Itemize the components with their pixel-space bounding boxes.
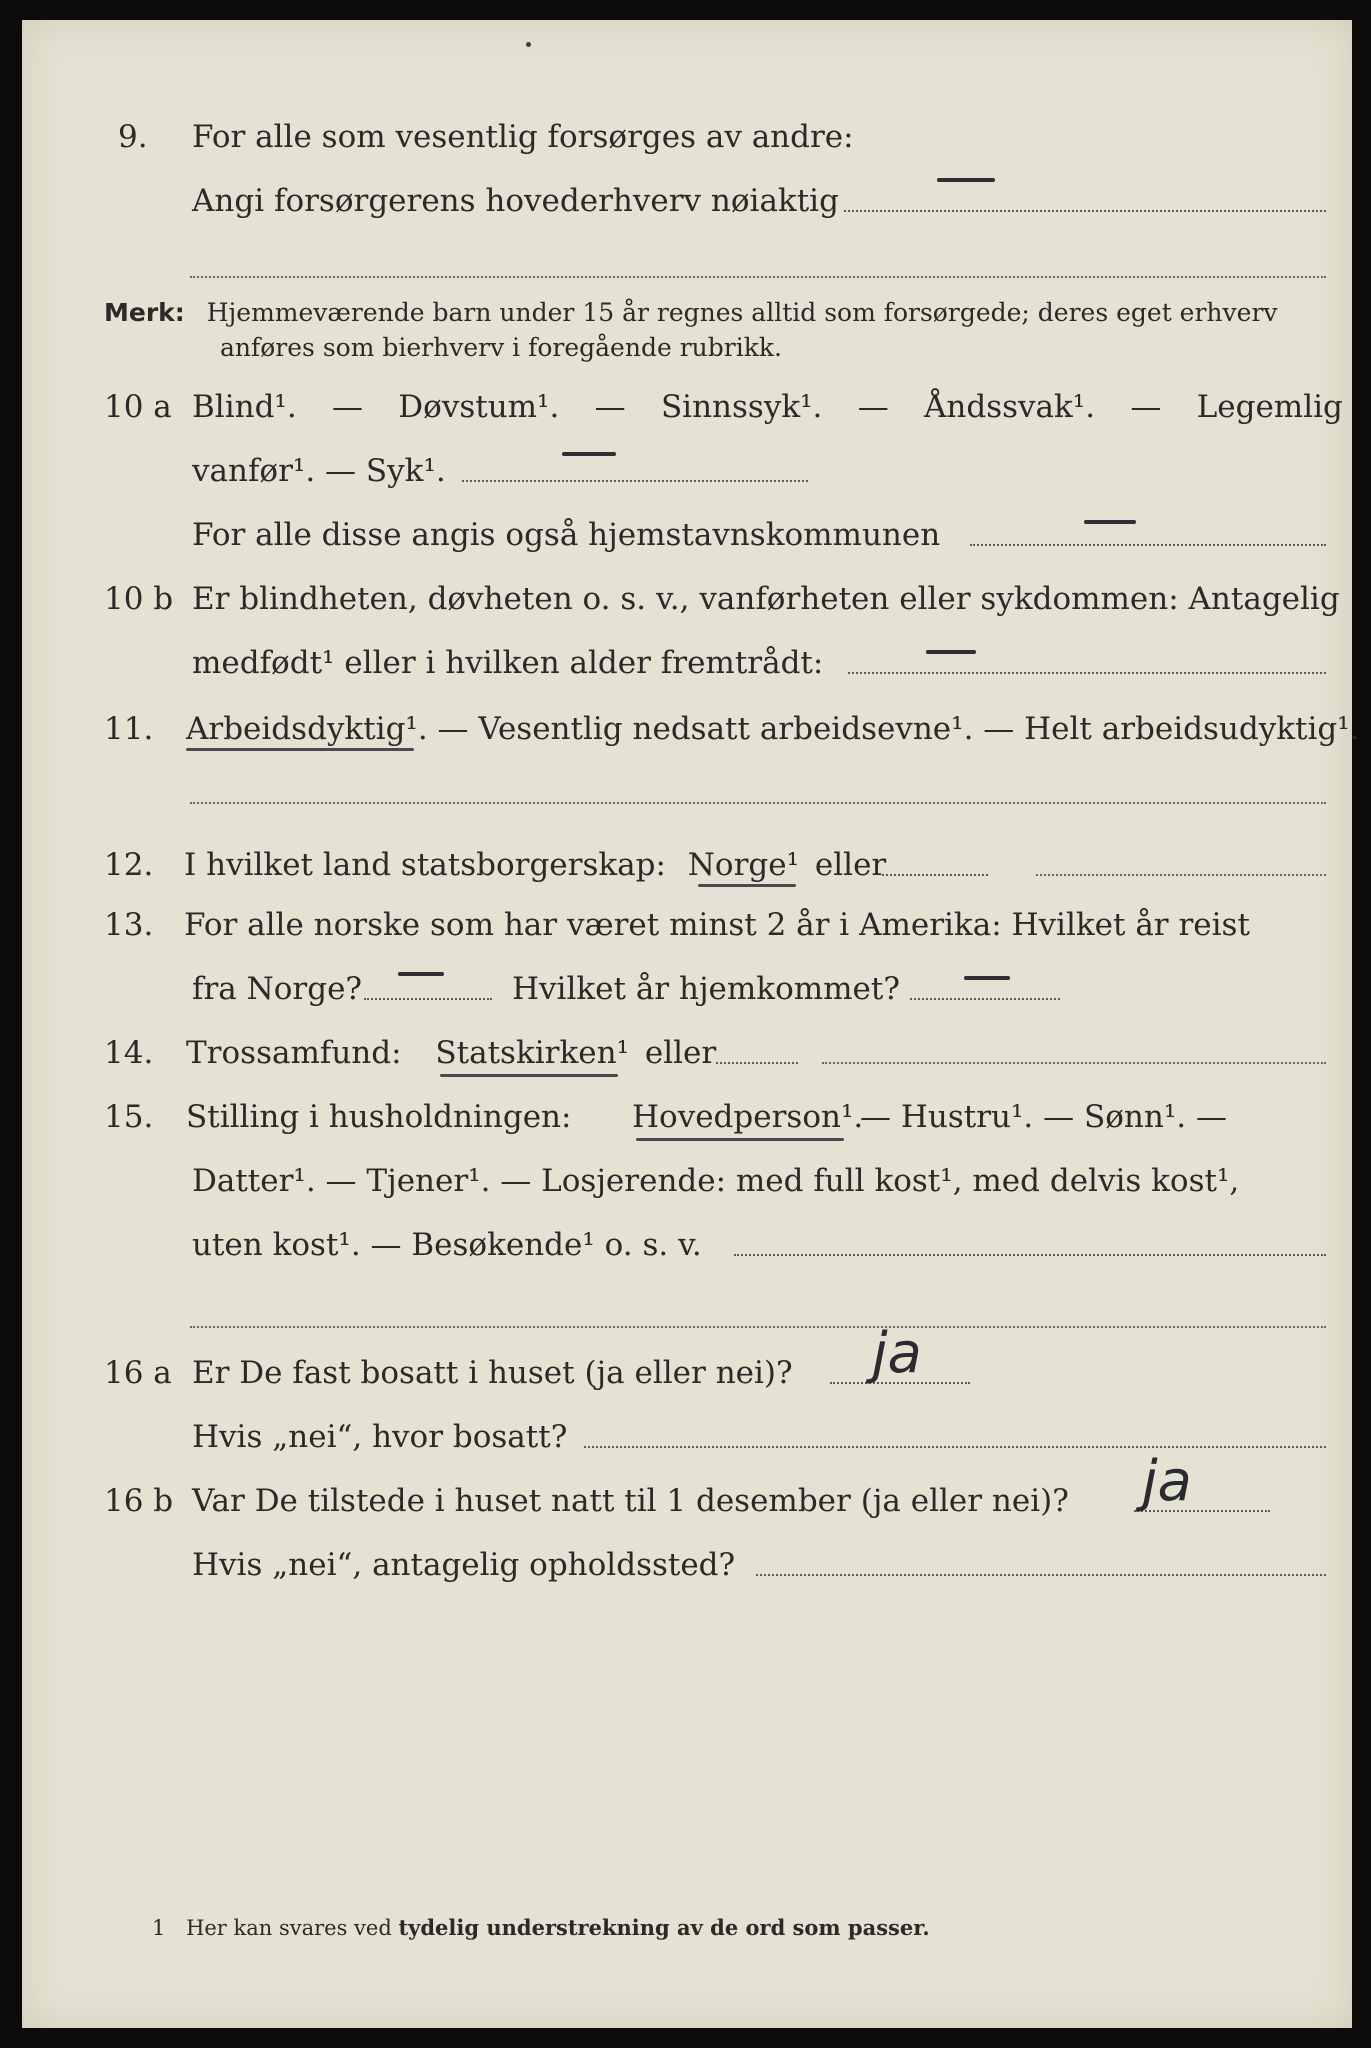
footnote-mark: 1 xyxy=(152,1916,166,1940)
question-11 xyxy=(22,704,1360,754)
underline-state-church xyxy=(440,1074,618,1077)
handwritten-dash xyxy=(398,972,444,976)
option-deaf-mute[interactable]: Døvstum¹. xyxy=(398,389,560,425)
separator: — xyxy=(857,389,889,425)
question-number: 15. xyxy=(104,1099,154,1135)
question-number: 16 a xyxy=(104,1355,172,1391)
merk-label: Merk: xyxy=(104,298,185,327)
question-15-line-3 xyxy=(22,1220,1352,1270)
separator: — xyxy=(594,389,626,425)
handwritten-dash xyxy=(964,976,1010,980)
merk-text: anføres som bierhverv i foregående rubrikk. xyxy=(220,333,782,362)
answer-line-year-returned[interactable] xyxy=(910,998,1060,1000)
question-number: 13. xyxy=(104,907,154,943)
work-options: — Vesentlig nedsatt arbeidsevne¹. — Helt arbeidsudyktig¹. xyxy=(427,711,1360,747)
question-text: For alle norske som har været minst 2 år i Amerika: Hvilket år reist xyxy=(184,907,1250,943)
question-10b-line-2 xyxy=(22,638,1352,688)
answer-line-whereabouts[interactable] xyxy=(756,1574,1326,1576)
question-14 xyxy=(22,1028,1352,1078)
answer-line-year-left[interactable] xyxy=(364,998,492,1000)
census-form-page xyxy=(22,20,1360,2028)
question-10a xyxy=(22,382,1352,432)
merk-text: Hjemmeværende barn under 15 år regnes alltid som forsørgede; deres eget erhverv xyxy=(206,298,1278,327)
question-text: Hvis „nei“, antagelig opholdssted? xyxy=(192,1547,736,1583)
separator: — xyxy=(332,389,363,425)
question-number: 9. xyxy=(118,119,148,155)
question-text xyxy=(186,704,1360,754)
disability-options xyxy=(192,382,1343,432)
or-label: eller xyxy=(814,847,887,883)
answer-line-extra[interactable] xyxy=(190,802,1326,804)
handwritten-dash xyxy=(562,452,616,456)
handwritten-dash xyxy=(937,178,995,182)
question-number: 10 b xyxy=(104,581,174,617)
question-text: Stilling i husholdningen: xyxy=(186,1099,572,1135)
handwritten-answer-permanent-resident: ja xyxy=(872,1321,922,1386)
religion-question: Trossamfund: xyxy=(186,1035,402,1071)
question-text: Var De tilstede i huset natt til 1 desember (ja eller nei)? xyxy=(192,1483,1069,1519)
question-15-line-2 xyxy=(22,1156,1352,1206)
question-text: Datter¹. — Tjener¹. — Losjerende: med full kost¹, med delvis kost¹, xyxy=(192,1163,1240,1199)
question-text: Er blindheten, døvheten o. s. v., vanførheten eller sykdommen: Antagelig xyxy=(192,581,1340,617)
underline-able-to-work xyxy=(186,748,414,751)
option-intellectual-disability[interactable]: Åndssvak¹. xyxy=(924,389,1096,425)
ink-spot xyxy=(526,42,531,47)
question-10a-line-3 xyxy=(22,510,1352,560)
option-insane[interactable]: Sinnssyk¹. xyxy=(660,389,823,425)
question-number: 14. xyxy=(104,1035,154,1071)
question-text xyxy=(184,840,886,890)
question-number: 12. xyxy=(104,847,154,883)
question-12 xyxy=(22,840,1352,890)
citizenship-question: I hvilket land statsborgerskap: xyxy=(184,847,666,883)
footnote xyxy=(152,1915,930,1940)
answer-line-religion[interactable] xyxy=(716,1062,798,1064)
or-label: eller xyxy=(644,1035,717,1071)
question-13-line-2 xyxy=(22,964,1352,1014)
option-state-church[interactable]: Statskirken¹ xyxy=(435,1035,629,1071)
question-text: Hvis „nei“, hvor bosatt? xyxy=(192,1419,568,1455)
question-text: vanfør¹. — Syk¹. xyxy=(192,453,446,489)
question-15 xyxy=(22,1092,1352,1142)
answer-line-citizenship[interactable] xyxy=(882,874,988,876)
underline-head-of-household xyxy=(636,1138,844,1141)
question-10b xyxy=(22,574,1352,624)
question-13 xyxy=(22,900,1352,950)
answer-line-provider-occupation[interactable] xyxy=(844,210,1326,212)
question-text: medfødt¹ eller i hvilken alder fremtrådt: xyxy=(192,645,824,681)
answer-line-onset-age[interactable] xyxy=(848,672,1326,674)
question-16a xyxy=(22,1348,1352,1398)
answer-line-extra[interactable] xyxy=(190,1326,1326,1328)
question-text: Hvilket år hjemkommet? xyxy=(512,971,900,1007)
question-number: 10 a xyxy=(104,389,172,425)
answer-line-religion-extra[interactable] xyxy=(822,1062,1326,1064)
answer-line-residence[interactable] xyxy=(584,1446,1326,1448)
question-text: uten kost¹. — Besøkende¹ o. s. v. xyxy=(192,1227,702,1263)
option-able-to-work[interactable]: Arbeidsdyktig¹. xyxy=(186,711,428,747)
question-number: 16 b xyxy=(104,1483,174,1519)
answer-line-home-municipality[interactable] xyxy=(970,544,1326,546)
handwritten-dash xyxy=(926,650,976,654)
question-number: 11. xyxy=(104,711,154,747)
question-text xyxy=(186,1028,716,1078)
handwritten-answer-present-in-house: ja xyxy=(1142,1449,1192,1514)
question-16b-line-2 xyxy=(22,1540,1352,1590)
question-text: For alle disse angis også hjemstavnskommunen xyxy=(192,517,941,553)
question-text: Angi forsørgerens hovederhverv nøiaktig xyxy=(192,183,839,219)
answer-line-household-position[interactable] xyxy=(734,1254,1326,1256)
option-norway[interactable]: Norge¹ xyxy=(687,847,800,883)
question-10a-line-2 xyxy=(22,446,1352,496)
option-blind[interactable]: Blind¹. xyxy=(192,389,297,425)
merk-note-line-2 xyxy=(220,331,782,365)
question-text: For alle som vesentlig forsørges av andre: xyxy=(192,119,854,155)
underline-norway xyxy=(698,884,796,887)
question-text: fra Norge? xyxy=(192,971,363,1007)
question-9-line-2 xyxy=(22,176,1352,226)
answer-line-sick[interactable] xyxy=(462,480,808,482)
footnote-text: Her kan svares ved xyxy=(186,1916,392,1940)
footnote-emphasis: tydelig understrekning av de ord som passer. xyxy=(398,1915,930,1940)
handwritten-dash xyxy=(1084,520,1136,524)
question-text: Er De fast bosatt i huset (ja eller nei)? xyxy=(192,1355,793,1391)
household-options: — Hustru¹. — Sønn¹. — xyxy=(860,1099,1227,1135)
option-physically[interactable]: Legemlig xyxy=(1196,389,1343,425)
option-head-of-household[interactable]: Hovedperson¹. xyxy=(632,1099,864,1135)
answer-line-extra[interactable] xyxy=(190,276,1326,278)
merk-note-line-1 xyxy=(104,296,1278,330)
answer-line-citizenship-extra[interactable] xyxy=(1036,874,1326,876)
question-9 xyxy=(22,112,1352,162)
separator: — xyxy=(1130,389,1162,425)
